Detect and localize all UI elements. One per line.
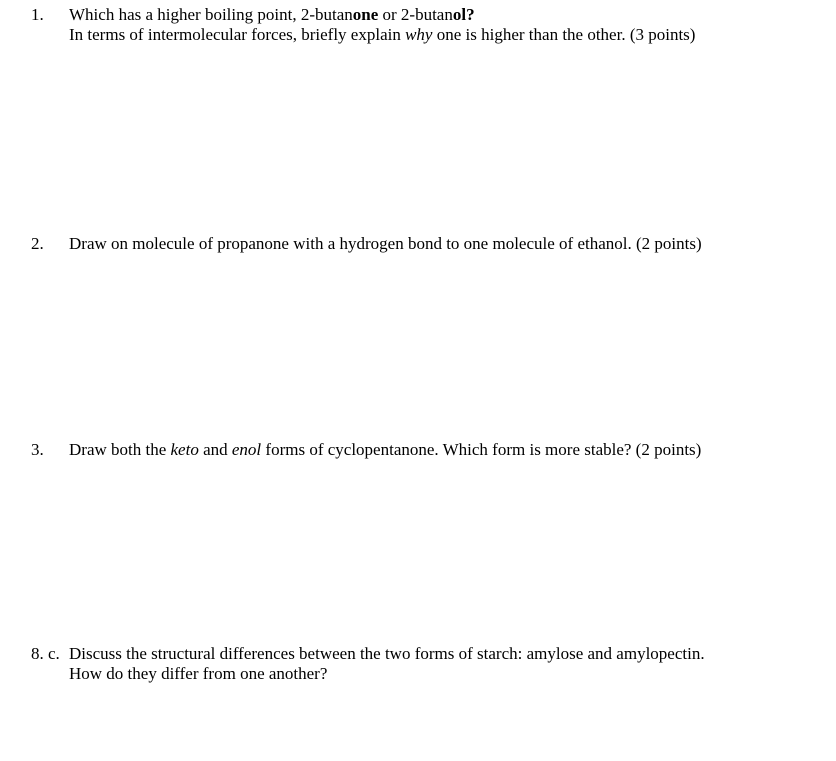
question-line [69,25,695,45]
question-number: 2. [31,234,44,253]
question-number: 3. [31,440,44,459]
question-line [69,5,695,25]
bold-segment: one [352,5,379,24]
bold-segment: ol? [452,5,475,24]
question-line: Discuss the structural differences between the two forms of starch: amylose and amylopectin. [69,644,705,663]
question-text: Draw on molecule of propanone with a hydrogen bond to one molecule of ethanol. (2 points) [69,234,702,253]
text-segment: or 2-butan [378,5,453,24]
italic-segment: why [405,25,433,44]
text-segment: In terms of intermolecular forces, briefly explain [69,25,406,44]
question-text [69,5,695,45]
text-segment: one is higher than the other. (3 points) [432,25,696,44]
question-text [69,440,701,460]
text-segment: forms of cyclopentanone. Which form is more stable? (2 points) [261,440,702,459]
question-text [69,644,705,684]
text-segment: Which has a higher boiling point, 2-butan [69,5,353,24]
italic-segment: keto [170,440,199,459]
question-line: How do they differ from one another? [69,664,328,683]
italic-segment: enol [231,440,262,459]
question-number: 8. c. [31,644,60,663]
text-segment: and [198,440,232,459]
text-segment: Draw both the [69,440,171,459]
question-number: 1. [31,5,44,24]
